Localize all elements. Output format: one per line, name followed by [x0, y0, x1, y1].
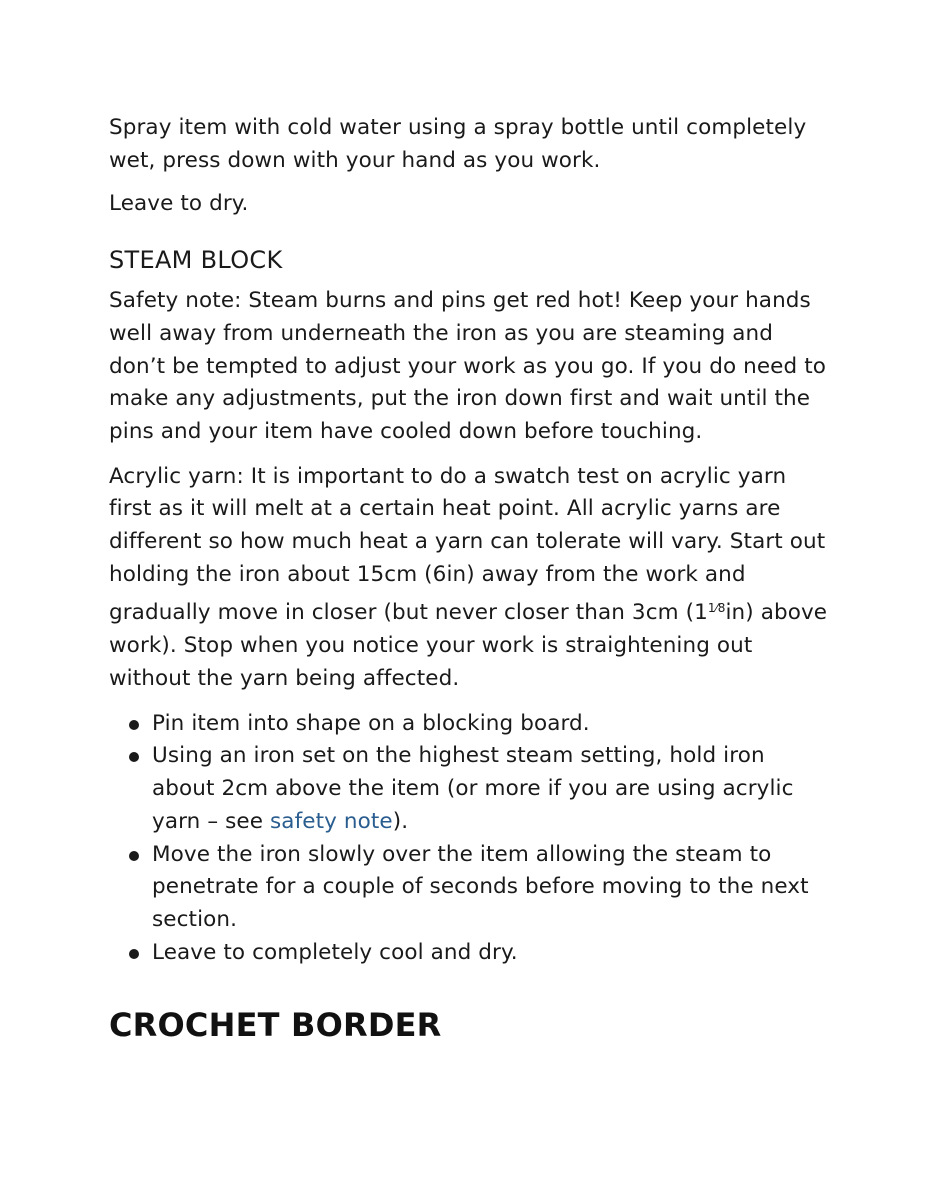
document-page [109, 112, 829, 1045]
paragraph-leave-to-dry: Leave to dry. [109, 191, 249, 217]
safety-note-link[interactable]: safety note [270, 808, 393, 834]
paragraph-acrylic-yarn [109, 461, 829, 696]
heading-crochet-border: CROCHET BORDER [109, 1006, 442, 1045]
bullet-icon [129, 851, 139, 861]
list-item [109, 708, 829, 741]
bullet-icon [129, 720, 139, 730]
list-item [109, 839, 829, 937]
list-item-text: Move the iron slowly over the item allowing the steam to penetrate for a couple of seconds before moving to the next section. [152, 841, 809, 932]
fraction-one-eighth [708, 601, 726, 626]
list-item-text: Leave to completely cool and dry. [152, 939, 518, 965]
acrylic-text-part-1: Acrylic yarn: It is important to do a swatch test on acrylic yarn first as it will melt at a certain heat point. All acrylic yarns are different so how much heat a yarn can tolerate will vary. Start out holding the iron about 15cm (6in) away from the work and gradually move in closer (but never closer than 3cm (1 [109, 463, 826, 626]
heading-steam-block: STEAM BLOCK [109, 246, 283, 275]
list-item-text-before: Using an iron set on the highest steam setting, hold iron about 2cm above the item (or more if you are using acrylic yarn – see [152, 743, 794, 834]
list-item-text-after: ). [392, 808, 409, 834]
list-item [109, 937, 829, 970]
paragraph-spray: Spray item with cold water using a spray bottle until completely wet, press down with your hand as you work. [109, 115, 807, 173]
steam-block-steps-list [109, 708, 829, 970]
list-item [109, 740, 829, 838]
fraction-text: 1⁄8 [707, 600, 726, 615]
list-item-text: Pin item into shape on a blocking board. [152, 710, 590, 736]
paragraph-safety-note: Safety note: Steam burns and pins get red hot! Keep your hands well away from underneath the iron as you are steaming and don’t be tempted to adjust your work as you go. If you do need to make any adjustments, put the iron down first and wait until the pins and your item have cooled down before touching. [109, 288, 826, 444]
bullet-icon [129, 752, 139, 762]
acrylic-text-part-2: in) above work). Stop when you notice your work is straightening out without the yarn being affected. [109, 600, 828, 691]
bullet-icon [129, 949, 139, 959]
